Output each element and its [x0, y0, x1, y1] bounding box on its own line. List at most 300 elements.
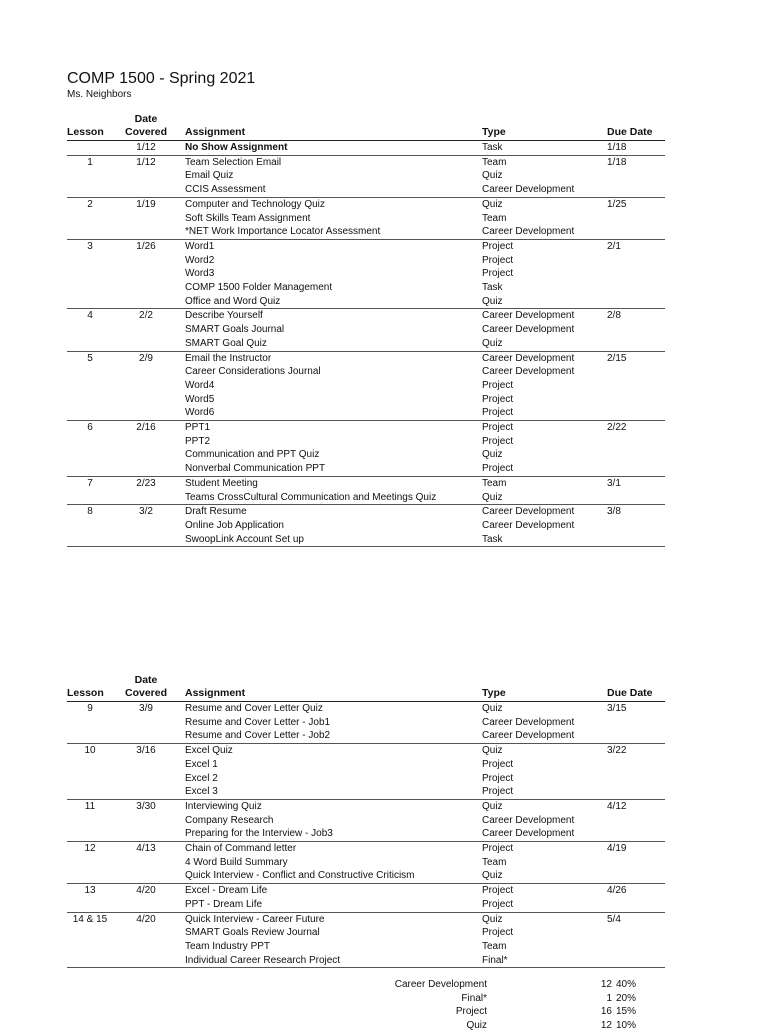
due-date-cell: 2/15 — [607, 352, 627, 364]
date-cell: 4/20 — [136, 885, 156, 897]
assignment-cell: Preparing for the Interview - Job3 — [179, 827, 482, 841]
date-cell — [113, 729, 179, 743]
date-cell — [113, 295, 179, 309]
lesson-cell: 9 — [87, 703, 93, 714]
table-row — [67, 926, 665, 940]
date-cell — [113, 435, 179, 449]
lesson-cell: 2 — [87, 198, 93, 210]
due-date-cell — [607, 491, 665, 505]
assignment-cell: Word1 — [185, 240, 215, 252]
date-cell: 1/19 — [136, 198, 156, 210]
assignment-cell: Excel 3 — [179, 785, 482, 799]
header-assignment: Assignment — [179, 674, 482, 702]
date-cell — [113, 519, 179, 533]
lesson-cell — [67, 926, 113, 940]
type-cell: Career Development — [482, 506, 575, 518]
table-row — [67, 785, 665, 799]
assignment-cell: Describe Yourself — [185, 310, 263, 322]
table-row — [67, 476, 665, 490]
due-date-cell — [607, 435, 665, 449]
table-row — [67, 729, 665, 743]
lesson-cell — [67, 183, 113, 197]
type-cell: Project — [482, 240, 514, 252]
date-cell: 2/16 — [136, 422, 156, 434]
date-cell — [113, 814, 179, 828]
type-cell: Quiz — [482, 869, 607, 883]
table-row — [67, 519, 665, 533]
type-cell: Project — [482, 885, 514, 897]
due-date-cell — [607, 926, 665, 940]
type-cell: Career Development — [482, 310, 575, 322]
lesson-cell: 7 — [87, 477, 93, 489]
table-row — [67, 462, 665, 476]
table-row — [67, 448, 665, 462]
lesson-cell: 1 — [87, 156, 93, 168]
lesson-cell — [67, 533, 113, 547]
table-row — [67, 267, 665, 281]
header-lesson: Lesson — [67, 113, 113, 141]
table-row — [67, 393, 665, 407]
due-date-cell: 3/22 — [607, 745, 627, 757]
assignment-cell: Resume and Cover Letter - Job2 — [179, 729, 482, 743]
lesson-cell — [67, 898, 113, 912]
lesson-cell: 5 — [87, 352, 93, 364]
assignment-cell: Online Job Application — [185, 519, 284, 531]
schedule-table-1 — [67, 113, 665, 547]
assignment-cell: Office and Word Quiz — [179, 295, 482, 309]
date-cell: 4/13 — [136, 843, 156, 855]
header-date-line1: Date — [134, 674, 158, 686]
table-row — [67, 169, 665, 183]
type-cell: Career Development — [482, 225, 607, 239]
date-cell — [113, 926, 179, 940]
lesson-cell: 13 — [84, 885, 96, 897]
due-date-cell — [607, 406, 665, 420]
date-cell — [113, 323, 179, 337]
date-cell — [113, 462, 179, 476]
lesson-cell — [67, 281, 113, 295]
lesson-cell: 14 & 15 — [72, 913, 108, 925]
date-cell — [113, 869, 179, 883]
due-date-cell — [607, 281, 665, 295]
date-cell: 1/12 — [136, 156, 156, 168]
summary-label: Career Development — [394, 979, 487, 990]
type-cell: Project — [482, 772, 514, 784]
table-row — [67, 716, 665, 730]
summary-count: 1 — [606, 992, 612, 1004]
summary-row — [300, 978, 656, 992]
date-cell: 2/23 — [136, 477, 156, 489]
assignment-cell: Interviewing Quiz — [185, 800, 262, 812]
type-cell: Quiz — [482, 745, 503, 757]
type-cell: Team — [482, 212, 507, 224]
lesson-cell — [67, 716, 113, 730]
type-cell: Career Development — [482, 324, 575, 336]
lesson-cell — [67, 785, 113, 799]
table-row — [67, 281, 665, 295]
table-row — [67, 421, 665, 435]
due-date-cell: 2/8 — [607, 310, 621, 322]
date-cell — [113, 716, 179, 730]
lesson-cell: 4 — [87, 310, 93, 322]
date-cell — [113, 365, 179, 379]
assignment-cell: Quick Interview - Career Future — [185, 913, 325, 925]
table-row — [67, 758, 665, 772]
date-cell: 2/9 — [139, 352, 153, 364]
assignment-cell: PPT - Dream Life — [179, 898, 482, 912]
date-cell: 2/2 — [139, 310, 153, 322]
due-date-cell — [607, 954, 665, 968]
type-cell: Career Development — [482, 519, 575, 531]
date-cell — [113, 533, 179, 547]
header-date-line2: Covered — [124, 126, 167, 138]
assignment-cell: COMP 1500 Folder Management — [185, 282, 333, 294]
assignment-cell: Email the Instructor — [185, 352, 272, 364]
lesson-cell — [67, 323, 113, 337]
type-cell: Project — [482, 254, 514, 266]
due-date-cell — [607, 337, 665, 351]
table-row — [67, 491, 665, 505]
assignment-cell: SMART Goals Journal — [185, 324, 285, 336]
lesson-cell — [67, 519, 113, 533]
header-lesson: Lesson — [67, 674, 113, 702]
summary-label: Quiz — [466, 1020, 487, 1032]
header-row — [67, 113, 665, 141]
table-row — [67, 141, 665, 156]
type-cell: Quiz — [482, 295, 607, 309]
date-cell — [113, 785, 179, 799]
header-date-line2: Covered — [124, 687, 167, 699]
table-row — [67, 365, 665, 379]
table-row — [67, 239, 665, 253]
table-row — [67, 505, 665, 519]
due-date-cell — [607, 365, 665, 379]
assignment-cell: Word3 — [185, 268, 215, 280]
date-cell — [113, 169, 179, 183]
assignment-cell: PPT2 — [185, 435, 211, 447]
lesson-cell: 3 — [87, 240, 93, 252]
lesson-cell — [67, 462, 113, 476]
table-row — [67, 406, 665, 420]
type-cell: Project — [482, 785, 607, 799]
due-date-cell — [607, 940, 665, 954]
due-date-cell — [607, 772, 665, 786]
lesson-cell — [67, 337, 113, 351]
type-cell: Project — [482, 393, 514, 405]
header-date-covered — [113, 674, 179, 702]
date-cell — [113, 940, 179, 954]
summary-table — [300, 978, 656, 1033]
lesson-cell: 12 — [84, 843, 96, 855]
assignment-cell: No Show Assignment — [179, 141, 482, 156]
assignment-cell: Excel Quiz — [185, 745, 233, 757]
lesson-cell: 8 — [87, 506, 93, 518]
assignment-cell: CCIS Assessment — [179, 183, 482, 197]
table-row — [67, 225, 665, 239]
type-cell: Task — [482, 533, 607, 547]
table-row — [67, 212, 665, 226]
date-cell — [113, 448, 179, 462]
due-date-cell — [607, 827, 665, 841]
type-cell: Project — [482, 435, 514, 447]
lesson-cell — [67, 772, 113, 786]
type-cell: Project — [482, 758, 514, 770]
assignment-cell: 4 Word Build Summary — [185, 856, 288, 868]
lesson-cell — [67, 254, 113, 268]
table-row — [67, 744, 665, 758]
table-row — [67, 379, 665, 393]
due-date-cell: 2/22 — [607, 422, 627, 434]
header-assignment: Assignment — [179, 113, 482, 141]
assignment-cell: Soft Skills Team Assignment — [185, 212, 311, 224]
type-cell: Quiz — [482, 800, 503, 812]
assignment-cell: Quick Interview - Conflict and Constructive Criticism — [179, 869, 482, 883]
date-cell — [113, 758, 179, 772]
type-cell: Career Development — [482, 716, 575, 728]
assignment-cell: SMART Goals Review Journal — [185, 927, 320, 939]
lesson-cell — [67, 406, 113, 420]
assignment-cell: Student Meeting — [185, 477, 258, 489]
table-row — [67, 772, 665, 786]
due-date-cell — [607, 785, 665, 799]
type-cell: Quiz — [482, 170, 503, 182]
type-cell: Quiz — [482, 491, 607, 505]
type-cell: Career Development — [482, 729, 607, 743]
table-row — [67, 155, 665, 169]
assignment-cell: Draft Resume — [185, 506, 247, 518]
lesson-cell — [67, 267, 113, 281]
table-row — [67, 842, 665, 856]
due-date-cell — [607, 869, 665, 883]
assignment-cell: Word6 — [179, 406, 482, 420]
header-date-covered — [113, 113, 179, 141]
lesson-cell — [67, 379, 113, 393]
assignment-cell: SwoopLink Account Set up — [179, 533, 482, 547]
due-date-cell — [607, 323, 665, 337]
type-cell: Career Development — [482, 827, 607, 841]
date-cell: 3/2 — [139, 506, 153, 518]
date-cell — [113, 827, 179, 841]
assignment-cell: Word2 — [185, 254, 215, 266]
header-due-date: Due Date — [607, 113, 665, 141]
header-due-date: Due Date — [607, 674, 665, 702]
assignment-cell: Chain of Command letter — [185, 843, 297, 855]
table-row — [67, 702, 665, 716]
type-cell: Team — [482, 156, 507, 168]
due-date-cell — [607, 519, 665, 533]
type-cell: Quiz — [482, 703, 503, 714]
lesson-cell: 6 — [87, 422, 93, 434]
due-date-cell — [607, 448, 665, 462]
table-row — [67, 856, 665, 870]
lesson-cell — [67, 393, 113, 407]
type-cell: Team — [482, 477, 507, 489]
lesson-cell: 10 — [84, 745, 96, 757]
lesson-cell — [67, 869, 113, 883]
date-cell — [113, 379, 179, 393]
summary-count: 16 — [600, 1006, 612, 1018]
type-cell: Project — [482, 898, 607, 912]
due-date-cell — [607, 393, 665, 407]
table-row — [67, 351, 665, 365]
table-row — [67, 183, 665, 197]
table-row — [67, 827, 665, 841]
assignment-cell: Team Selection Email — [185, 156, 282, 168]
date-cell — [113, 393, 179, 407]
type-cell: Project — [482, 843, 514, 855]
lesson-cell: 11 — [84, 800, 96, 812]
due-date-cell: 3/1 — [607, 477, 621, 489]
instructor-name: Ms. Neighbors — [67, 89, 132, 100]
due-date-cell — [607, 183, 665, 197]
type-cell: Quiz — [482, 337, 607, 351]
lesson-cell — [67, 225, 113, 239]
assignment-cell: Computer and Technology Quiz — [185, 198, 325, 210]
assignment-cell: PPT1 — [185, 422, 211, 434]
table-row — [67, 533, 665, 547]
assignment-cell: Excel - Dream Life — [185, 885, 268, 897]
header-type: Type — [482, 113, 607, 141]
date-cell — [113, 491, 179, 505]
type-cell: Quiz — [482, 913, 503, 925]
type-cell: Career Development — [482, 366, 575, 378]
due-date-cell: 4/26 — [607, 885, 627, 897]
table-row — [67, 323, 665, 337]
date-cell: 1/26 — [136, 240, 156, 252]
table-row — [67, 435, 665, 449]
header-row — [67, 674, 665, 702]
type-cell: Team — [482, 940, 507, 952]
date-cell: 3/9 — [139, 703, 153, 714]
date-cell — [113, 898, 179, 912]
assignment-cell: Word5 — [185, 393, 215, 405]
due-date-cell: 5/4 — [607, 913, 621, 925]
summary-percent: 15% — [616, 1006, 637, 1018]
type-cell: Quiz — [482, 449, 503, 461]
due-date-cell — [607, 267, 665, 281]
schedule-table-2 — [67, 674, 665, 968]
header-type: Type — [482, 674, 607, 702]
summary-percent: 40% — [616, 979, 637, 990]
assignment-cell: Individual Career Research Project — [179, 954, 482, 968]
assignment-cell: Nonverbal Communication PPT — [179, 462, 482, 476]
summary-row — [300, 1005, 656, 1019]
due-date-cell — [607, 212, 665, 226]
due-date-cell — [607, 729, 665, 743]
date-cell — [113, 856, 179, 870]
type-cell: Project — [482, 406, 607, 420]
assignment-cell: Communication and PPT Quiz — [185, 449, 320, 461]
due-date-cell: 2/1 — [607, 240, 621, 252]
summary-count: 12 — [600, 1020, 612, 1032]
type-cell: Project — [482, 379, 514, 391]
due-date-cell — [607, 814, 665, 828]
assignment-cell: Team Industry PPT — [185, 940, 271, 952]
due-date-cell — [607, 295, 665, 309]
date-cell — [113, 954, 179, 968]
assignment-cell: Excel 2 — [185, 772, 218, 784]
assignment-cell: Excel 1 — [185, 758, 218, 770]
due-date-cell — [607, 533, 665, 547]
summary-percent: 20% — [616, 992, 637, 1004]
lesson-cell — [67, 814, 113, 828]
assignment-cell: Career Considerations Journal — [185, 366, 321, 378]
assignment-cell: *NET Work Importance Locator Assessment — [179, 225, 482, 239]
due-date-cell: 4/12 — [607, 800, 627, 812]
lesson-cell — [67, 729, 113, 743]
lesson-cell — [67, 758, 113, 772]
assignment-cell: Resume and Cover Letter - Job1 — [185, 716, 331, 728]
table-row — [67, 912, 665, 926]
date-cell — [113, 183, 179, 197]
table-row — [67, 337, 665, 351]
table-row — [67, 309, 665, 323]
lesson-cell — [67, 169, 113, 183]
type-cell: Career Development — [482, 183, 607, 197]
due-date-cell: 3/15 — [607, 703, 627, 714]
table-row — [67, 884, 665, 898]
due-date-cell — [607, 898, 665, 912]
due-date-cell: 1/18 — [607, 141, 665, 156]
lesson-cell — [67, 856, 113, 870]
assignment-cell: Email Quiz — [185, 170, 234, 182]
summary-row — [300, 992, 656, 1006]
type-cell: Team — [482, 856, 507, 868]
lesson-cell — [67, 295, 113, 309]
due-date-cell — [607, 379, 665, 393]
table-row — [67, 954, 665, 968]
lesson-cell — [67, 954, 113, 968]
due-date-cell — [607, 169, 665, 183]
due-date-cell: 3/8 — [607, 506, 621, 518]
due-date-cell — [607, 462, 665, 476]
date-cell — [113, 212, 179, 226]
date-cell: 3/30 — [136, 800, 156, 812]
lesson-cell — [67, 365, 113, 379]
date-cell — [113, 337, 179, 351]
type-cell: Career Development — [482, 814, 575, 826]
due-date-cell — [607, 716, 665, 730]
assignment-cell: Resume and Cover Letter Quiz — [185, 703, 323, 714]
due-date-cell — [607, 225, 665, 239]
date-cell — [113, 254, 179, 268]
date-cell — [113, 267, 179, 281]
table-row — [67, 197, 665, 211]
type-cell: Quiz — [482, 198, 503, 210]
assignment-cell: SMART Goal Quiz — [179, 337, 482, 351]
table-row — [67, 295, 665, 309]
lesson-cell — [67, 141, 113, 156]
assignment-cell: Word4 — [185, 379, 215, 391]
table-row — [67, 940, 665, 954]
type-cell: Project — [482, 927, 514, 939]
date-cell — [113, 225, 179, 239]
table-row — [67, 869, 665, 883]
due-date-cell: 1/25 — [607, 198, 627, 210]
due-date-cell — [607, 758, 665, 772]
type-cell: Career Development — [482, 352, 575, 364]
date-cell: 3/16 — [136, 745, 156, 757]
assignment-cell: Company Research — [185, 814, 274, 826]
due-date-cell — [607, 856, 665, 870]
type-cell: Project — [482, 422, 514, 434]
lesson-cell — [67, 435, 113, 449]
table-row — [67, 814, 665, 828]
date-cell — [113, 406, 179, 420]
lesson-cell — [67, 940, 113, 954]
table-row — [67, 799, 665, 813]
summary-percent: 10% — [616, 1020, 637, 1032]
